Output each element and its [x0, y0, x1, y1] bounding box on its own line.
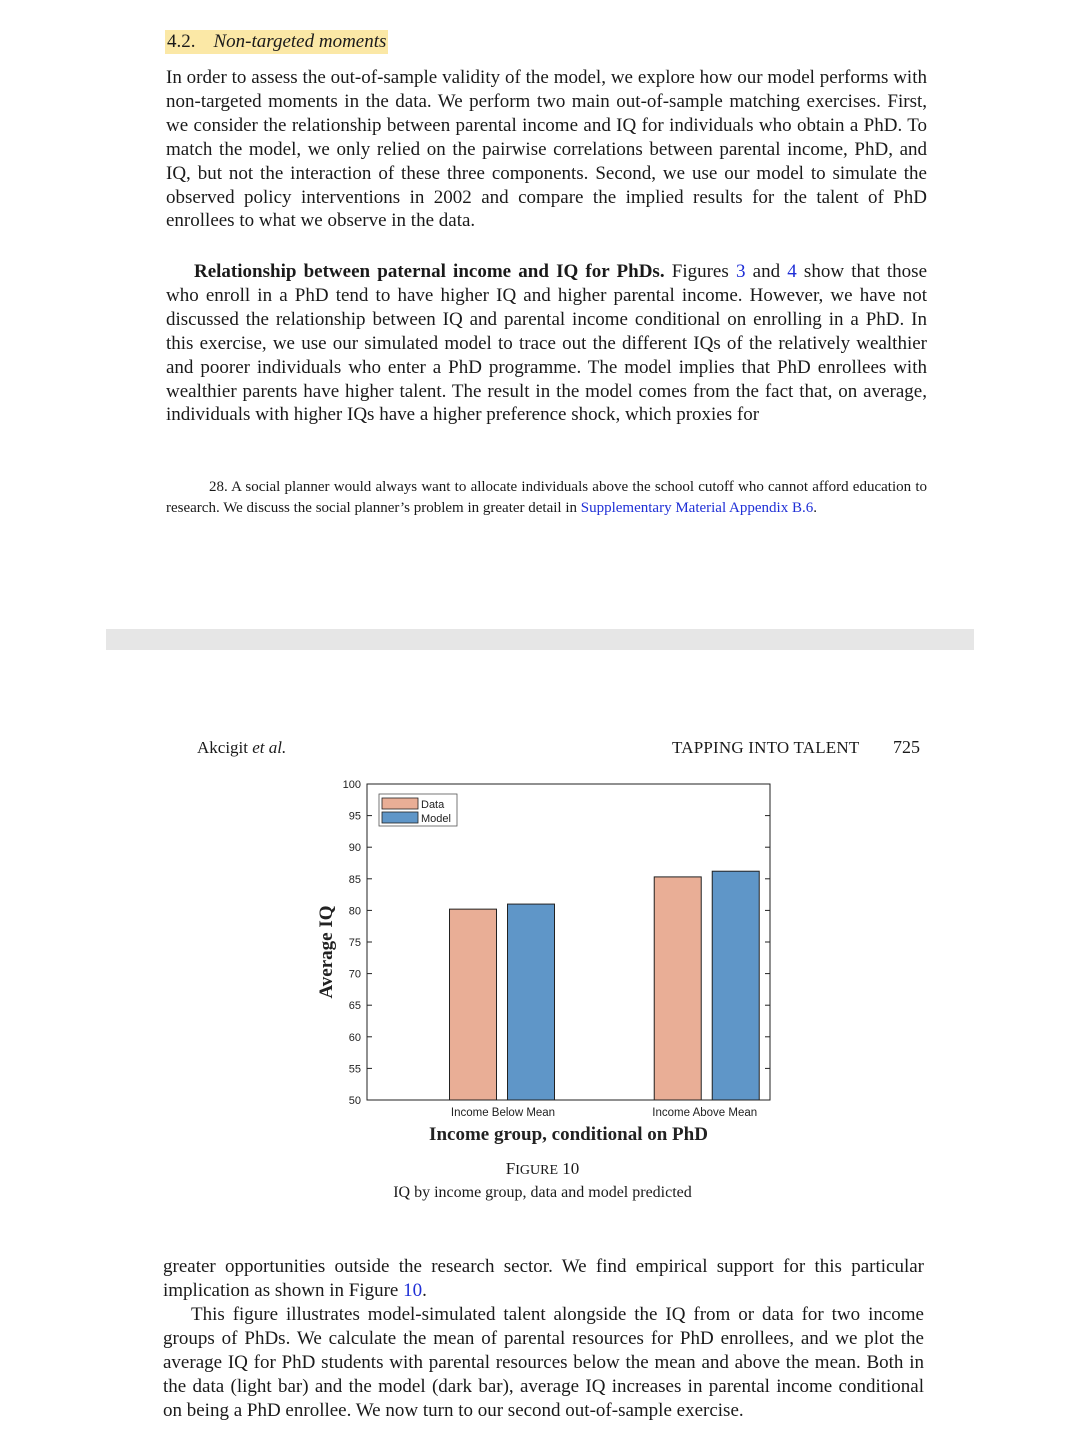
bar	[508, 904, 555, 1100]
figure-4-link[interactable]: 4	[787, 261, 797, 282]
x-tick-label: Income Below Mean	[450, 1107, 556, 1119]
section-heading	[165, 30, 388, 54]
figure-label-rest: IGURE	[515, 1163, 558, 1178]
running-head-title: TAPPING INTO TALENT	[672, 738, 860, 757]
bar	[450, 909, 497, 1100]
paragraph-intro: In order to assess the out-of-sample validity of the model, we explore how our model performs with non-targeted moments in the data. We perform two main out-of-sample matching exercises. First, we consider the relationship between parental income and IQ for individuals who obtain a PhD. To match the model, we only relied on the pairwise correlations between parental income, PhD, and IQ, but not the interaction of these three components. Second, we use our model to simulate the observed policy interventions in 2002 and compare the implied results for the talent of PhD enrollees to what we observe in the data.	[166, 67, 927, 232]
figure-label-prefix: F	[505, 1159, 516, 1178]
y-axis-label: Average IQ	[316, 905, 337, 999]
section-title: Non-targeted moments	[213, 31, 387, 52]
y-tick-label: 80	[348, 905, 361, 918]
x-axis-label: Income group, conditional on PhD	[429, 1124, 708, 1145]
bar	[712, 871, 759, 1100]
author-etal: et al.	[252, 738, 287, 757]
y-tick-label: 60	[348, 1031, 361, 1044]
legend-label: Model	[421, 813, 451, 825]
figure-caption: IQ by income group, data and model predicted	[393, 1184, 692, 1201]
figure-label	[0, 1159, 1080, 1179]
y-tick-label: 65	[348, 1000, 361, 1013]
y-tick-label: 70	[348, 968, 361, 981]
paragraph-text: Figures	[664, 261, 736, 282]
author-name: Akcigit	[197, 738, 253, 757]
legend-label: Data	[421, 799, 445, 811]
y-tick-label: 50	[348, 1095, 361, 1107]
y-tick-label: 90	[348, 842, 361, 855]
paragraph-continued	[163, 1255, 924, 1303]
appendix-link[interactable]: Supplementary Material Appendix B.6	[580, 499, 814, 516]
y-tick-label: 75	[348, 937, 361, 949]
figure-3-link[interactable]: 3	[735, 261, 746, 282]
legend-swatch	[382, 812, 418, 823]
iq-bar-chart	[300, 770, 780, 1150]
y-tick-label: 85	[348, 873, 361, 886]
paragraph-text: .	[422, 1279, 427, 1301]
figure-10-link[interactable]: 10	[403, 1279, 423, 1301]
paragraph-lead-heading: Relationship between paternal income and IQ for PhDs.	[194, 261, 665, 282]
page-divider	[106, 629, 974, 650]
running-head-author	[197, 738, 286, 758]
legend-swatch	[382, 798, 418, 809]
footnote-28	[166, 477, 927, 518]
y-tick-label: 55	[348, 1063, 361, 1076]
footnote-text: 28. A social planner would always want to allocate individuals above the school cutoff who cannot afford education to research. We discuss the social planner’s problem in greater detail in	[166, 479, 927, 516]
y-tick-label: 95	[348, 810, 361, 823]
figure-number: 10	[558, 1159, 580, 1178]
paragraph-text: show that those who enroll in a PhD tend to have higher IQ and higher parental income. However, we have not discussed the relationship between IQ and parental income conditional on enrolling in a PhD. In this exercise, we use our simulated model to trace out the different IQs of the relatively wealthier and poorer individuals who enter a PhD programme. The model implies that PhD enrollees with wealthier parents have higher talent. The result in the model comes from the fact that, on average, individuals with higher IQs have a higher preference shock, which proxies for	[166, 261, 928, 426]
y-tick-label: 100	[342, 779, 361, 791]
paragraph-text: and	[745, 261, 788, 282]
paragraph-relationship	[166, 260, 927, 427]
footnote-end: .	[813, 499, 817, 516]
page-number: 725	[893, 737, 920, 757]
bar	[654, 877, 701, 1100]
paragraph-text: greater opportunities outside the research sector. We find empirical support for this particular implication as shown in Figure	[163, 1256, 924, 1301]
section-number: 4.2.	[167, 31, 196, 52]
paragraph-figure-discussion: This figure illustrates model-simulated talent alongside the IQ from or data for two income groups of PhDs. We calculate the mean of parental resources for PhD enrollees, and we plot the average IQ for PhD students with parental resources below the mean and above the mean. Both in the data (light bar) and the model (dark bar), average IQ increases in parental income conditional on being a PhD enrollee. We now turn to our second out-of-sample exercise.	[163, 1304, 924, 1421]
x-tick-label: Income Above Mean	[652, 1107, 758, 1119]
